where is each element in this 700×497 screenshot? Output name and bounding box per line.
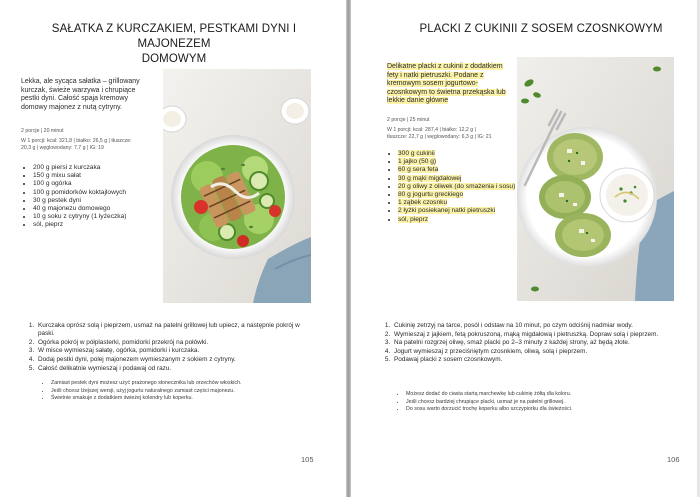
ingredient-item: • 200 g piersi z kurczaka (33, 164, 173, 172)
page-105 (0, 0, 346, 497)
ingredient-item: • 80 g jogurtu greckiego (398, 191, 518, 199)
recipe-title-line-2: DOMOWYM (141, 53, 207, 65)
step-item: 1. Cukinię zetrzyj na tarce, posól i odstaw na 10 minut, po czym odciśnij nadmiar wody. (392, 322, 682, 330)
ingredient-item: • 300 g cukinii (398, 150, 518, 158)
step-item: 3. W misce wymieszaj sałatę, ogórka, pomidorki i kurczaka. (36, 347, 316, 355)
step-item: 5. Całość delikatnie wymieszaj i podawaj od razu. (36, 365, 316, 373)
tip-item: • Do sosu warto dorzucić trochę koperku albo szczypiorku dla świeżości. (406, 406, 676, 414)
preparation-steps (381, 322, 682, 365)
ingredient-item: • 30 g pestek dyni (33, 197, 173, 205)
ingredient-item: • 150 g mixu sałat (33, 172, 173, 180)
recipe-intro (387, 63, 509, 106)
step-item: 5. Podawaj placki z sosem czosnkowym. (392, 356, 682, 364)
recipe-meta (387, 117, 527, 140)
ingredient-item: • 100 g pomidorków koktajlowych (33, 189, 173, 197)
page-number: 105 (301, 455, 314, 464)
recipe-meta (21, 128, 161, 151)
recipe-title (14, 22, 334, 67)
ingredient-item: • 30 g mąki migdałowej (398, 175, 518, 183)
step-item: 4. Jogurt wymieszaj z przeciśniętym czosnkiem, oliwą, solą i pieprzem. (392, 348, 682, 356)
nutrition-line-2: 20,3 g | węglowodany: 7,7 g | IG: 19 (21, 144, 104, 151)
ingredient-item: • 1 ząbek czosnku (398, 199, 518, 207)
tip-item: • Możesz dodać do ciasta startą marchewkę lub cukinię żółtą dla koloru. (406, 391, 676, 399)
ingredient-item: • 2 łyżki posiekanej natki pietruszki (398, 207, 518, 215)
page-number: 106 (667, 455, 680, 464)
nutrition-line-2: tłuszcze: 22,7 g | węglowodany: 6,3 g | IG: 21 (387, 133, 492, 140)
ingredient-item: • 1 jajko (50 g) (398, 158, 518, 166)
ingredient-item: • sól, pieprz (398, 216, 518, 224)
recipe-intro-text: Delikatne placki z cukinii z dodatkiem fety i natki pietruszki. Podane z kremowym sosem jogurtowo-czosnkowym to świetna przekąska lub lekkie danie główne (387, 63, 506, 105)
tip-item: • Świetnie smakuje z dodatkiem świeżej kolendry lub koperku. (51, 395, 321, 403)
step-item: 2. Wymieszaj z jajkiem, fetą pokruszoną, mąką migdałową i pietruszką. Dopraw solą i pieprzem. (392, 331, 682, 339)
salad-photo (163, 69, 311, 303)
recipe-title: PLACKI Z CUKINII Z SOSEM CZOSNKOWYM (419, 23, 663, 35)
step-item: 1. Kurczaka oprósz solą i pieprzem, usmaż na patelni grillowej lub upiecz, a następnie pokrój w paski. (36, 322, 316, 339)
ingredient-item: • 20 g oliwy z oliwek (do smażenia i sosu) (398, 183, 518, 191)
tip-item: • Jeśli chcesz bardziej chrupiące placki, usmaż je na patelni grillowej. (406, 399, 676, 407)
preparation-steps (25, 322, 316, 373)
zucchini-fritters-photo (517, 57, 674, 301)
ingredient-item: • 10 g soku z cytryny (1 łyżeczka) (33, 213, 173, 221)
servings-line: 2 porcje | 20 minut (21, 128, 64, 134)
ingredient-item: • sól, pieprz (33, 221, 173, 229)
nutrition-line-1: W 1 porcji: kcal: 287,4 | białko: 12,2 g | (387, 127, 476, 134)
servings-line: 2 porcje | 25 minut (387, 117, 430, 123)
ingredient-item: • 100 g ogórka (33, 180, 173, 188)
ingredients-list (24, 164, 173, 230)
recipe-title-line-1: SAŁATKA Z KURCZAKIEM, PESTKAMI DYNI I MAJONEZEM (51, 23, 297, 50)
tips-list (397, 391, 676, 414)
ingredient-item: • 60 g sera feta (398, 166, 518, 174)
page-106 (351, 0, 697, 497)
ingredient-item: • 40 g majonezu domowego (33, 205, 173, 213)
step-item: 4. Dodaj pestki dyni, polej majonezem wymieszanym z sokiem z cytryny. (36, 356, 316, 364)
nutrition-line-1: W 1 porcji: kcal: 321,8 | białko: 26,5 g | tłuszcze: (21, 138, 132, 145)
recipe-intro: Lekka, ale sycąca sałatka – grillowany kurczak, świeże warzywa i chrupiące pestki dyni. Całość spaja kremowy domowy majonez z nutą cytryny. (21, 78, 140, 111)
tip-item: • Jeśli chcesz lżejszej wersji, użyj jogurtu naturalnego zamiast części majonezu. (51, 388, 321, 396)
tip-item: • Zamiast pestek dyni możesz użyć prażonego słonecznika lub orzechów włoskich. (51, 380, 321, 388)
ingredients-list (389, 150, 518, 224)
step-item: 2. Ogórka pokrój w półplasterki, pomidorki przekrój na połówki. (36, 339, 316, 347)
step-item: 3. Na patelni rozgrzej oliwę, smaż placki po 2–3 minuty z każdej strony, aż będą złote. (392, 339, 682, 347)
tips-list (42, 380, 321, 403)
